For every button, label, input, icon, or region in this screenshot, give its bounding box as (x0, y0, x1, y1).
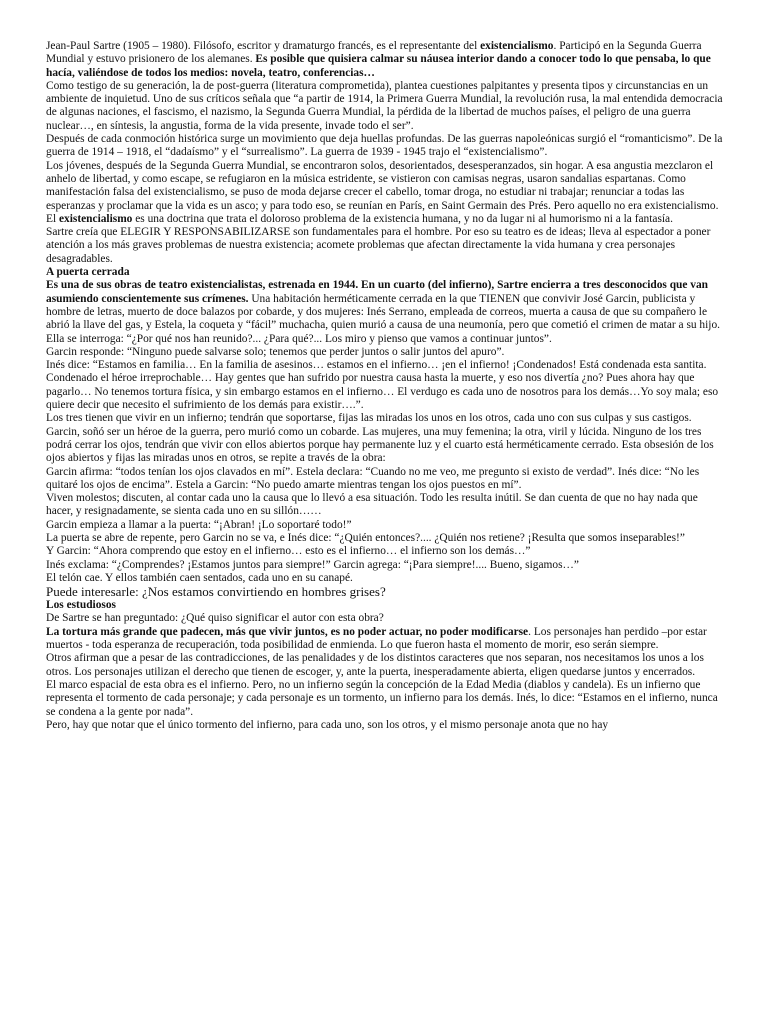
paragraph (46, 466, 724, 493)
text-run: El telón cae. Y ellos también caen sentados, cada uno en su canapé. (46, 571, 353, 584)
text-run: Inés dice: “Estamos en familia… En la familia de asesinos… estamos en el infierno… ¡en el infierno! ¡Condenados! Está condenada esta santita. Condenado el héroe irreprochable… Hay gentes que han sufrido por nuestra causa hasta la muerte, y eso nos divertía ¿no? Pues ahora hay que pagarlo… No tenemos tortura física, y sin embargo estamos en el infierno… El verdugo es cada uno de nosotros para los demás…Yo soy mala; eso quiere decir que necesito el sufrimiento de los demás para existir….”. (46, 359, 719, 412)
text-run: Viven molestos; discuten, al contar cada uno la causa que lo llevó a esa situación. Todo les resulta inútil. Se dan cuenta de que no hay nada que hacer, y resignadamente, se sienta cada uno en su sillón…… (46, 492, 698, 518)
paragraph (46, 346, 724, 359)
text-run: La puerta se abre de repente, pero Garcin no se va, e Inés dice: “¿Quién entonces?.... ¿Quién nos retiene? ¡Resulta que somos inseparables!” (46, 531, 685, 544)
paragraph (46, 626, 724, 653)
text-run: Los jóvenes, después de la Segunda Guerra Mundial, se encontraron solos, desorientados, desesperanzados, sin hogar. A esa angustia mezclaron el anhelo de libertad, y como escape, se refugiaron en la música estridente, se vistieron con camisas negras, usaron sandalias espartanas. Como manifestación falsa del existencialismo, se puso de moda dejarse crecer el cabello, tomar droga, no estudiar ni trabajar; renunciar a todas las esperanzas y proclamar que la vida es un asco; y para todo eso, se reunían en París, en Saint Germain des Prés. Pero aquello no era existencialismo. (46, 159, 719, 212)
text-run: Garcin responde: “Ninguno puede salvarse solo; tenemos que perder juntos o salir juntos del apuro”. (46, 345, 505, 358)
paragraph (46, 719, 724, 732)
document-body (46, 40, 724, 732)
text-run: Jean-Paul Sartre (1905 – 1980). Filósofo, escritor y dramaturgo francés, es el representante del (46, 40, 481, 52)
text-run: Y Garcin: “Ahora comprendo que estoy en el infierno… esto es el infierno… el infierno son los demás…” (46, 545, 531, 558)
paragraph (46, 492, 724, 519)
bold-text: existencialismo (480, 40, 554, 52)
bold-text: A puerta cerrada (46, 266, 130, 279)
text-run: Después de cada conmoción histórica surge un movimiento que deja huellas profundas. De las guerras napoleónicas surgió el “romanticismo”. De la guerra de 1914 – 1918, el “dadaísmo” y el “surrealismo”. La guerra de 1939 - 1945 trajo el “existencialismo”. (46, 133, 723, 159)
paragraph (46, 412, 724, 465)
text-run: Inés exclama: “¿Comprendes? ¡Estamos juntos para siempre!” Garcin agrega: “¡Para siempre!.... Bueno, sigamos…” (46, 558, 579, 571)
bold-text: existencialismo (58, 212, 133, 225)
bold-text: Es una de sus obras de teatro existencialistas, estrenada en 1944. En un cuarto (del infierno), Sartre encierra a tres desconocidos que van asumiendo conscientemente sus crímenes. (46, 279, 709, 305)
paragraph (46, 40, 724, 80)
bold-text: Es posible que quisiera calmar su náusea interior dando a conocer todo lo que pensaba, lo que hacía, valiéndose de todos los medios: novela, teatro, conferencias… (46, 53, 711, 79)
bold-text: Los estudiosos (46, 599, 116, 612)
text-run: . Los personajes han perdido –por estar muertos - toda esperanza de recuperación, toda posibilidad de enmienda. Lo que fueron hasta el momento de morir, eso serán siempre. (46, 625, 707, 652)
text-run: Otros afirman que a pesar de las contradicciones, de las penalidades y de los distintos caracteres que nos separan, nos necesitamos los unos a los otros. Los personajes utilizan el derecho que tienen de escoger, y, ante la puerta, inesperadamente abierta, eligen quedarse juntos y encerrados. (46, 652, 704, 678)
text-run: . Participó en la Segunda Guerra Mundial y estuvo prisionero de los alemanes. (46, 40, 702, 66)
paragraph (46, 559, 724, 572)
paragraph (46, 279, 724, 345)
paragraph (46, 519, 724, 532)
text-run: Garcin empieza a llamar a la puerta: “¡Abran! ¡Lo soportaré todo!” (46, 518, 352, 531)
text-run: Los tres tienen que vivir en un infierno; tendrán que soportarse, fijas las miradas los unos en los otros, cada uno con sus culpas y sus castigos. Garcin, soñó ser un héroe de la guerra, pero murió como un cobarde. Las mujeres, una muy femenina; la otra, viril y lúcida. Ninguno de los tres podrá cerrar los ojos, tendrán que vivir con ellos abiertos porque hay permanente luz y el cuarto está herméticamente cerrado. Esta obsesión de los ojos abiertos y fijas las miradas unos en otros, se repite a través de la obra: (46, 412, 714, 465)
paragraph (46, 532, 724, 545)
text-run: El (46, 212, 59, 225)
paragraph (46, 226, 724, 266)
text-run: Una habitación herméticamente cerrada en la que TIENEN que convivir José Garcin, publicista y hombre de letras, muerto de doce balazos por cobarde, y dos mujeres: Inés Serrano, empleada de correos, muerta a causa de que su compañero le abrió la llave del gas, y Estela, la coqueta y “fácil” muchacha, quien murió a causa de una neumonía, pero que cometió el crimen de matar a su hijo. Ella se interroga: “¿Por qué nos han reunido?... ¿Para qué?... Los miro y pienso que vamos a continuar juntos”. (46, 292, 720, 345)
paragraph (46, 612, 724, 625)
paragraph (46, 80, 724, 133)
bold-text: La tortura más grande que padecen, más que vivir juntos, es no poder actuar, no poder modificarse (46, 625, 529, 638)
paragraph (46, 213, 724, 226)
text-run: es una doctrina que trata el doloroso problema de la existencia humana, y no da lugar ni al humorismo ni a la fantasía. (132, 212, 673, 225)
paragraph (46, 359, 724, 412)
section-heading (46, 266, 724, 279)
text-run: Sartre creía que ELEGIR Y RESPONSABILIZARSE son fundamentales para el hombre. Por eso su teatro es de ideas; lleva al espectador a poner atención a los más graves problemas de nuestra existencia; acomete problemas que afectan directamente la vida humana y crea personajes desagradables. (46, 226, 711, 265)
paragraph (46, 679, 724, 719)
paragraph (46, 585, 724, 599)
text-run: Puede interesarle: ¿Nos estamos convirtiendo en hombres grises? (46, 584, 386, 600)
paragraph (46, 545, 724, 558)
text-run: Garcin afirma: “todos tenían los ojos clavados en mí”. Estela declara: “Cuando no me veo, me pregunto si existo de verdad”. Inés dice: “No les quitaré los ojos de encima”. Estela a Garcin: “No puedo amarte mientras tengan los ojos puestos en mí”. (46, 465, 700, 491)
paragraph (46, 652, 724, 679)
text-run: Como testigo de su generación, la de post-guerra (literatura comprometida), plantea cuestiones palpitantes y presenta tipos y circunstancias en un ambiente de inquietud. Uno de sus críticos señala que “a partir de 1914, la Primera Guerra Mundial, la revolución rusa, la mal entendida democracia de algunas naciones, el fascismo, el nazismo, la Segunda Guerra Mundial, la pérdida de la libertad de muchos países, el peligro de una guerra nuclear…, en síntesis, la angustia, forma de la vida presente, invade todo el ser”. (46, 79, 723, 132)
text-run: De Sartre se han preguntado: ¿Qué quiso significar el autor con esta obra? (46, 612, 384, 625)
paragraph (46, 133, 724, 160)
text-run: El marco espacial de esta obra es el infierno. Pero, no un infierno según la concepción de la Edad Media (diablos y candela). Es un infierno que representa el tormento de cada personaje; y cada personaje es un tormento, un infierno para los demás. Inés, lo dice: “Estamos en el infierno, nunca se condena a la gente por nada”. (46, 678, 718, 718)
text-run: Pero, hay que notar que el único tormento del infierno, para cada uno, son los otros, y el mismo personaje anota que no hay (46, 718, 609, 731)
section-heading (46, 599, 724, 612)
paragraph (46, 572, 724, 585)
paragraph (46, 160, 724, 213)
